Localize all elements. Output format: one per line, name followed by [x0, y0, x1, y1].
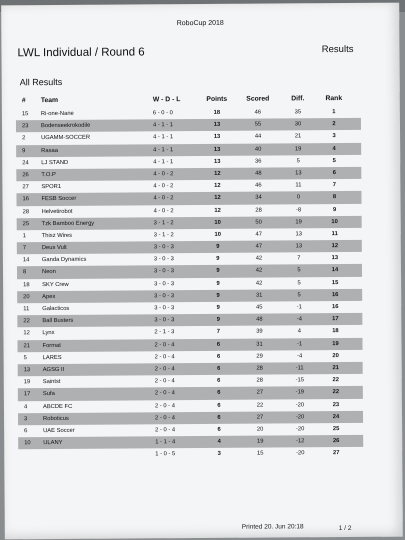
cell-rank: 11 — [331, 230, 338, 237]
cell-num: 3 — [24, 415, 28, 422]
cell-num: 17 — [23, 391, 31, 398]
cell-diff: 30 — [294, 121, 302, 128]
cell-rank: 10 — [331, 218, 338, 225]
cell-wdl: 1 - 0 - 5 — [155, 451, 176, 458]
cell-scored: 34 — [255, 194, 262, 201]
cell-scored: 20 — [256, 426, 264, 433]
cell-points: 9 — [216, 280, 220, 287]
cell-team: LJ STAND — [41, 159, 69, 166]
results-table — [16, 92, 364, 462]
cell-num: 24 — [22, 159, 29, 167]
cell-points: 13 — [213, 146, 221, 153]
cell-points: 6 — [216, 353, 221, 360]
cell-team: Saintst — [42, 379, 61, 386]
cell-wdl: 2 - 0 - 4 — [154, 366, 175, 373]
cell-scored: 29 — [256, 353, 263, 360]
cell-num: 18 — [23, 281, 30, 288]
page-number: 1 / 2 — [338, 524, 352, 533]
cell-num: 25 — [22, 220, 30, 227]
cell-rank: 27 — [333, 450, 340, 457]
cell-wdl: 2 - 0 - 4 — [155, 414, 176, 422]
cell-wdl: 3 - 0 - 3 — [154, 317, 175, 324]
cell-team: Apex — [42, 293, 56, 300]
cell-diff: 7 — [297, 255, 301, 262]
cell-num: 1 — [22, 233, 27, 240]
col-header-rank: Rank — [325, 95, 343, 103]
cell-scored: 40 — [254, 146, 262, 153]
cell-team: Format — [42, 342, 61, 349]
cell-scored: 27 — [256, 389, 264, 396]
cell-scored: 42 — [255, 255, 263, 262]
cell-scored: 19 — [256, 438, 264, 445]
cell-rank: 18 — [332, 328, 339, 335]
cell-num: 4 — [23, 403, 28, 410]
cell-wdl: 3 - 0 - 3 — [153, 268, 175, 275]
cell-diff: 13 — [295, 243, 303, 250]
cell-points: 6 — [217, 390, 221, 397]
cell-scored: 47 — [255, 231, 262, 238]
cell-scored: 31 — [256, 341, 263, 348]
cell-scored: 42 — [255, 268, 263, 275]
cell-scored: 50 — [255, 219, 262, 226]
cell-diff: -1 — [296, 304, 302, 311]
cell-rank: 13 — [331, 255, 339, 262]
cell-team: Ri-one-Nane — [40, 110, 74, 118]
cell-diff: -20 — [295, 401, 305, 408]
cell-diff: 19 — [294, 145, 302, 152]
cell-diff: 4 — [297, 328, 302, 335]
cell-num: 11 — [23, 306, 30, 313]
cell-num: 21 — [23, 342, 30, 349]
cell-scored: 48 — [255, 170, 262, 177]
cell-num: 14 — [22, 257, 30, 264]
cell-team: LARES — [42, 354, 62, 361]
cell-num: 12 — [23, 330, 30, 337]
cell-team: Bodenseekrokodile — [40, 122, 91, 130]
cell-wdl: 3 - 0 - 3 — [154, 305, 175, 312]
cell-team: UGAMM-SOCCER — [41, 135, 91, 142]
results-label: Results — [321, 43, 354, 56]
cell-rank: 15 — [331, 279, 339, 286]
cell-team: Lynx — [42, 330, 55, 337]
cell-rank: 25 — [332, 425, 340, 432]
cell-wdl: 4 - 1 - 1 — [153, 146, 174, 153]
cell-team: Neon — [41, 269, 56, 276]
cell-points: 13 — [213, 158, 221, 165]
cell-diff: -4 — [296, 353, 303, 360]
cell-diff: -11 — [295, 365, 304, 372]
cell-scored: 36 — [254, 158, 262, 165]
cell-diff: 11 — [295, 182, 302, 189]
cell-rank: 12 — [331, 243, 339, 250]
cell-wdl: 4 - 1 - 1 — [152, 122, 173, 129]
cell-num: 15 — [21, 111, 29, 118]
cell-num: 23 — [21, 123, 29, 130]
cell-diff: -12 — [295, 438, 305, 445]
cell-wdl: 3 - 0 - 3 — [153, 256, 174, 263]
cell-wdl: 4 - 0 - 2 — [153, 207, 174, 214]
cell-diff: 19 — [295, 218, 302, 226]
cell-scored: 48 — [256, 316, 263, 323]
cell-rank: 26 — [332, 438, 340, 445]
cell-scored: 27 — [256, 414, 264, 421]
cell-diff: 21 — [294, 133, 302, 140]
cell-rank: 16 — [331, 304, 339, 311]
cell-team: Thisz Wires — [41, 232, 73, 239]
cell-diff: -1 — [296, 340, 303, 347]
cell-scored: 22 — [256, 402, 264, 409]
cell-points: 12 — [214, 170, 221, 177]
cell-diff: -20 — [295, 413, 305, 421]
cell-diff: -19 — [295, 389, 305, 396]
cell-wdl: 3 - 0 - 3 — [154, 293, 175, 300]
cell-diff: 35 — [294, 109, 302, 116]
cell-num: 22 — [23, 318, 30, 325]
cell-num: 5 — [23, 354, 27, 361]
cell-points: 9 — [216, 317, 220, 324]
cell-num: 26 — [22, 172, 29, 179]
cell-team: UAE Soccer — [43, 427, 75, 434]
cell-points: 10 — [214, 231, 221, 238]
cell-rank: 17 — [332, 316, 339, 323]
cell-points: 6 — [217, 377, 221, 385]
cell-team: Tzk Bamboo Energy — [41, 220, 95, 227]
cell-scored: 47 — [255, 243, 263, 250]
cell-points: 6 — [217, 414, 221, 421]
cell-diff: -15 — [295, 377, 304, 384]
cell-wdl: 3 - 0 - 3 — [153, 244, 174, 251]
cell-team: AGSG II — [42, 366, 65, 374]
cell-wdl: 4 - 0 - 2 — [153, 171, 174, 178]
cell-points: 7 — [216, 329, 221, 336]
cell-rank: 22 — [332, 377, 340, 384]
cell-scored: 28 — [255, 207, 262, 214]
cell-rank: 19 — [332, 340, 339, 347]
cell-scored: 28 — [256, 365, 263, 372]
cell-wdl: 2 - 0 - 4 — [154, 341, 175, 348]
cell-wdl: 3 - 1 - 2 — [153, 219, 174, 227]
cell-num: 6 — [24, 428, 28, 435]
cell-num: 9 — [22, 147, 26, 154]
results-sheet — [1, 3, 403, 540]
cell-num: 8 — [22, 269, 27, 276]
cell-points: 4 — [217, 438, 221, 445]
cell-points: 18 — [213, 109, 221, 116]
printed-timestamp: Printed 20. Jun 20:18 — [241, 523, 304, 531]
cell-rank: 20 — [332, 352, 339, 359]
cell-wdl: 3 - 1 - 2 — [153, 232, 174, 239]
cell-rank: 7 — [332, 182, 337, 189]
cell-points: 9 — [216, 243, 220, 250]
col-header-num: # — [21, 97, 26, 105]
cell-rank: 4 — [332, 145, 336, 152]
cell-team: Ganda Dynamics — [41, 257, 87, 264]
cell-num: 19 — [23, 379, 31, 386]
cell-rank: 16 — [331, 291, 339, 298]
cell-num: 10 — [24, 440, 31, 447]
cell-diff: -20 — [296, 450, 305, 457]
cell-points: 9 — [216, 268, 220, 275]
cell-num: 20 — [23, 294, 30, 301]
cell-team: Rasaa — [41, 147, 58, 154]
cell-rank: 5 — [332, 157, 336, 164]
cell-points: 6 — [217, 365, 221, 372]
cell-diff: 13 — [295, 170, 302, 177]
cell-num: 16 — [22, 196, 29, 203]
cell-points: 6 — [217, 402, 221, 409]
cell-diff: -20 — [295, 426, 305, 433]
cell-rank: 9 — [332, 206, 337, 213]
cell-scored: 31 — [255, 292, 263, 299]
cell-wdl: 2 - 0 - 4 — [154, 402, 175, 409]
cell-wdl: 4 - 1 - 1 — [153, 134, 174, 141]
cell-team: Deus Vult — [41, 245, 67, 252]
cell-team: Sufa — [42, 391, 55, 398]
cell-scored: 42 — [255, 280, 263, 287]
cell-points: 12 — [214, 207, 221, 214]
col-header-scored: Scored — [246, 95, 270, 103]
event-header: RoboCup 2018 — [176, 19, 224, 28]
table-body — [16, 106, 363, 462]
cell-wdl: 2 - 0 - 4 — [154, 353, 175, 361]
cell-num: 28 — [22, 208, 30, 215]
cell-num: 7 — [22, 245, 27, 252]
cell-points: 6 — [216, 341, 221, 348]
cell-wdl: 1 - 1 - 4 — [155, 439, 176, 446]
cell-rank: 3 — [332, 133, 336, 140]
cell-rank: 24 — [332, 413, 340, 420]
cell-points: 13 — [213, 122, 221, 129]
cell-rank: 1 — [332, 109, 336, 116]
cell-rank: 22 — [332, 389, 340, 396]
cell-team: Helvetirobot — [41, 208, 73, 215]
cell-rank: 2 — [332, 121, 336, 128]
cell-num: 2 — [22, 135, 26, 142]
cell-points: 9 — [216, 292, 220, 299]
cell-points: 9 — [216, 256, 220, 263]
cell-team: T.O.P — [41, 171, 56, 179]
cell-wdl: 3 - 0 - 3 — [154, 280, 175, 287]
cell-diff: 13 — [295, 231, 302, 238]
cell-scored: 55 — [254, 121, 262, 128]
cell-scored: 44 — [254, 133, 262, 141]
cell-diff: 0 — [296, 194, 301, 201]
cell-scored: 46 — [255, 182, 262, 189]
cell-team: ABCDE FC — [42, 403, 73, 410]
cell-points: 12 — [214, 182, 221, 190]
cell-diff: -8 — [295, 206, 302, 213]
cell-points: 9 — [216, 304, 220, 311]
cell-team: SKY Crew — [42, 281, 69, 288]
table-row — [18, 447, 363, 462]
cell-points: 6 — [217, 426, 221, 433]
cell-rank: 14 — [331, 267, 339, 274]
cell-wdl: 2 - 1 - 3 — [154, 329, 175, 336]
cell-rank: 23 — [332, 401, 340, 408]
cell-diff: 5 — [297, 292, 301, 299]
cell-wdl: 4 - 0 - 2 — [153, 195, 174, 202]
cell-team: FESB Soccer — [41, 196, 77, 203]
cell-wdl: 2 - 0 - 4 — [154, 378, 175, 385]
cell-points: 13 — [213, 134, 221, 141]
cell-team: Roboticus — [43, 415, 69, 422]
section-title: All Results — [19, 76, 63, 88]
cell-wdl: 2 - 0 - 4 — [155, 427, 176, 434]
cell-points: 12 — [214, 195, 221, 202]
cell-wdl: 4 - 0 - 2 — [153, 183, 174, 190]
cell-scored: 45 — [256, 304, 263, 311]
col-header-diff: Diff. — [291, 95, 305, 103]
cell-team: ULANY — [43, 440, 63, 447]
cell-points: 10 — [214, 219, 221, 226]
cell-rank: 8 — [332, 194, 337, 201]
cell-team: Galacticos — [42, 305, 70, 313]
cell-scored: 39 — [256, 328, 263, 335]
cell-num: 27 — [22, 184, 29, 191]
cell-rank: 21 — [332, 364, 339, 372]
cell-num: 13 — [23, 367, 31, 374]
cell-diff: 5 — [296, 158, 300, 165]
cell-diff: 5 — [297, 267, 301, 274]
cell-points: 3 — [217, 451, 221, 458]
cell-team: SPOR1 — [41, 184, 62, 191]
cell-rank: 6 — [332, 170, 336, 177]
cell-wdl: 6 - 0 - 0 — [152, 110, 173, 117]
page-title: LWL Individual / Round 6 — [17, 46, 145, 60]
col-header-points: Points — [206, 95, 228, 103]
cell-wdl: 2 - 0 - 4 — [154, 390, 175, 397]
cell-scored: 28 — [256, 377, 264, 384]
col-header-wdl: W - D - L — [152, 96, 181, 104]
cell-diff: -4 — [296, 316, 302, 323]
cell-diff: 5 — [297, 279, 301, 286]
col-header-team: Team — [40, 97, 59, 105]
cell-team: Ball Busters — [42, 318, 74, 325]
cell-wdl: 4 - 1 - 1 — [153, 158, 174, 166]
cell-scored: 46 — [254, 109, 262, 116]
cell-scored: 15 — [257, 450, 264, 457]
